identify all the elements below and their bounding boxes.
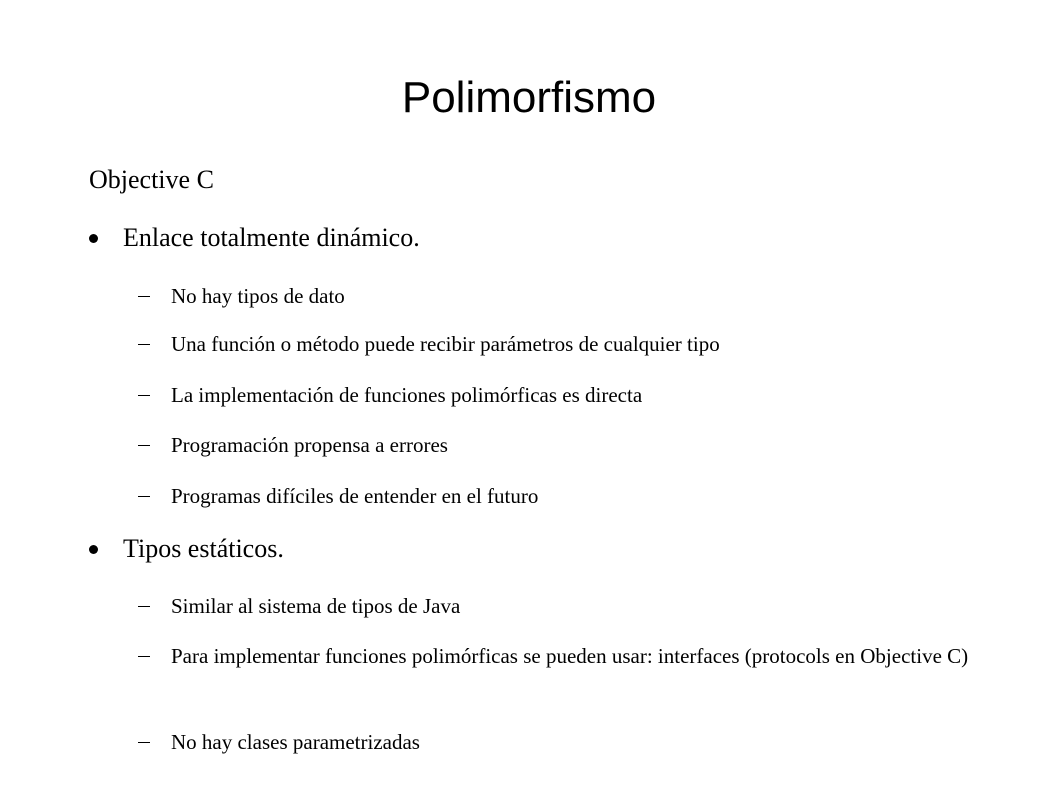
- dash-icon: [138, 344, 150, 345]
- sub-item-text: Programación propensa a errores: [171, 433, 448, 457]
- dash-icon: [138, 656, 150, 657]
- sub-item-text: La implementación de funciones polimórficas es directa: [171, 383, 643, 407]
- sub-item-text: No hay clases parametrizadas: [171, 730, 420, 754]
- bullet-text: Enlace totalmente dinámico.: [123, 223, 420, 252]
- dash-icon: [138, 742, 150, 743]
- dash-icon: [138, 445, 150, 446]
- sub-item-text: Similar al sistema de tipos de Java: [171, 594, 461, 618]
- bullet-dot-icon: [89, 234, 98, 243]
- bullet-dot-icon: [89, 545, 98, 554]
- sub-item-text: Programas difíciles de entender en el futuro: [171, 484, 539, 508]
- slide-title: Polimorfismo: [401, 73, 657, 122]
- sub-item-text: Una función o método puede recibir parámetros de cualquier tipo: [171, 332, 720, 356]
- dash-icon: [138, 496, 150, 497]
- dash-icon: [138, 606, 150, 607]
- sub-item-text: Para implementar funciones polimórficas se pueden usar: interfaces (protocols en Objective C): [171, 644, 969, 668]
- bullet-text: Tipos estáticos.: [123, 534, 284, 563]
- dash-icon: [138, 395, 150, 396]
- slide-subtitle: Objective C: [89, 165, 214, 194]
- sub-item-text: No hay tipos de dato: [171, 284, 345, 308]
- dash-icon: [138, 296, 150, 297]
